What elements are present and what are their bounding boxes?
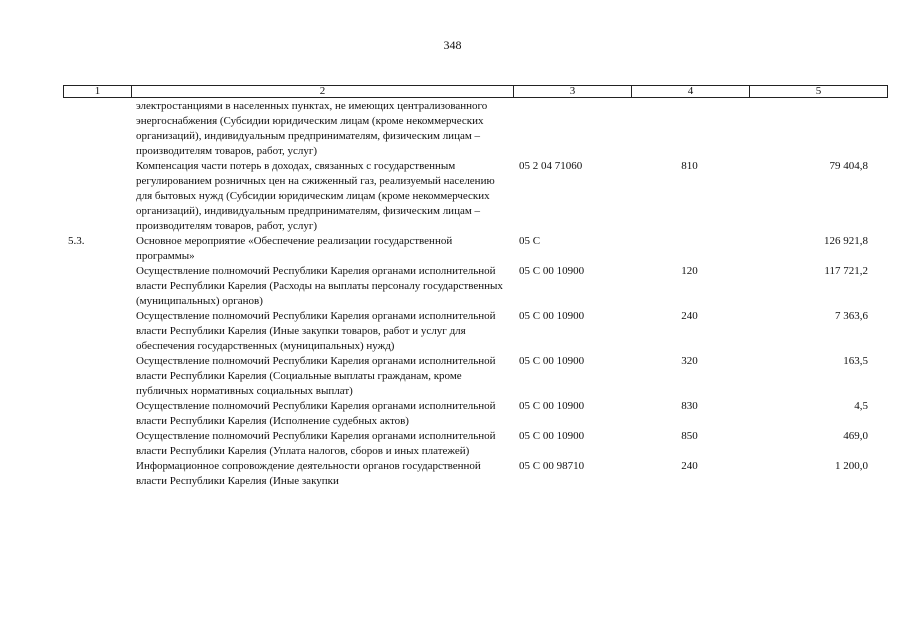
page-number: 348	[443, 38, 462, 52]
row-sum: 7 363,6	[835, 310, 868, 322]
row-name: Информационное сопровождение деятельности органов государственной власти Республики Карелия (Иные закупки	[136, 460, 481, 487]
row-expense-type: 830	[681, 400, 698, 412]
row-sum: 1 200,0	[835, 460, 868, 472]
header-cell-4: 4	[631, 86, 749, 97]
row-expense-type: 850	[681, 430, 698, 442]
table-row	[0, 234, 905, 264]
table-row	[0, 429, 905, 459]
row-sum: 79 404,8	[829, 160, 868, 172]
row-expense-type: 240	[681, 310, 698, 322]
row-sum: 126 921,8	[824, 235, 868, 247]
row-code: 05 2 04 71060	[519, 160, 583, 172]
row-expense-type: 240	[681, 460, 698, 472]
table-row	[0, 399, 905, 429]
row-name: Компенсация части потерь в доходах, связанных с государственным регулированием розничных цен на сжиженный газ, реализуемый населению для бытовых нужд (Субсидии юридическим лицам (кроме некоммерческих организаций), индивидуальным предпринимателям, физическим лицам – производителям товаров, работ, услуг)	[136, 160, 495, 232]
row-name: Осуществление полномочий Республики Карелия органами исполнительной власти Республики Карелия (Уплата налогов, сборов и иных платежей)	[136, 430, 496, 457]
row-name: Осуществление полномочий Республики Карелия органами исполнительной власти Республики Карелия (Социальные выплаты гражданам, кроме публичных нормативных социальных выплат)	[136, 355, 496, 397]
row-code: 05 С 00 10900	[519, 400, 585, 412]
row-code: 05 С 00 10900	[519, 430, 585, 442]
row-expense-type: 320	[681, 355, 698, 367]
row-code: 05 С 00 10900	[519, 310, 585, 322]
row-sum: 117 721,2	[824, 265, 868, 277]
row-code: 05 С 00 10900	[519, 355, 585, 367]
header-cell-5: 5	[749, 86, 887, 97]
row-name: Осуществление полномочий Республики Карелия органами исполнительной власти Республики Карелия (Иные закупки товаров, работ и услуг для обеспечения государственных (муниципальных) нужд)	[136, 310, 496, 352]
row-expense-type: 120	[681, 265, 698, 277]
row-sum: 469,0	[843, 430, 868, 442]
table-row	[0, 459, 905, 489]
table-row	[0, 309, 905, 354]
row-name: Осуществление полномочий Республики Карелия органами исполнительной власти Республики Карелия (Расходы на выплаты персоналу государственных (муниципальных) органов)	[136, 265, 503, 307]
table-row	[0, 354, 905, 399]
row-number: 5.3.	[68, 235, 85, 247]
header-cell-1: 1	[94, 85, 101, 97]
row-sum: 4,5	[854, 400, 868, 412]
row-code: 05 С	[519, 235, 541, 247]
row-code: 05 С 00 98710	[519, 460, 585, 472]
table-row	[0, 264, 905, 309]
row-name: Осуществление полномочий Республики Карелия органами исполнительной власти Республики Карелия (Исполнение судебных актов)	[136, 400, 496, 427]
row-sum: 163,5	[843, 355, 868, 367]
table-row	[0, 159, 905, 234]
table-row	[0, 99, 905, 159]
table-body	[0, 99, 905, 489]
header-cell-2: 2	[131, 86, 513, 97]
row-name: Основное мероприятие «Обеспечение реализации государственной программы»	[136, 235, 453, 262]
table-header-row	[63, 85, 888, 98]
header-cell-3: 3	[513, 86, 631, 97]
row-expense-type: 810	[681, 160, 698, 172]
row-name: электростанциями в населенных пунктах, не имеющих централизованного энергоснабжения (Субсидии юридическим лицам (кроме некоммерческих организаций), индивидуальным предпринимателям, физическим лицам – производителям товаров, работ, услуг)	[136, 100, 488, 157]
row-code: 05 С 00 10900	[519, 265, 585, 277]
